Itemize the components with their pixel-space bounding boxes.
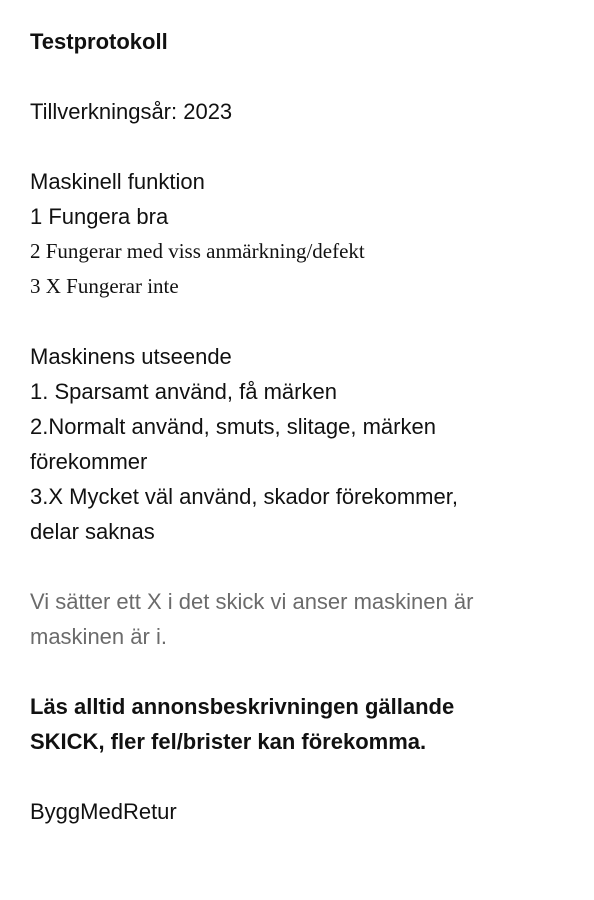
function-heading: Maskinell funktion [30, 169, 205, 194]
appearance-line: 3.X Mycket väl använd, skador förekommer, [30, 484, 458, 509]
function-item: 1 Fungera bra [30, 204, 169, 229]
spacer [30, 549, 570, 584]
appearance-heading: Maskinens utseende [30, 344, 232, 369]
note-line: Vi sätter ett X i det skick vi anser maskinen är [30, 589, 474, 614]
manufacture-year: Tillverkningsår: 2023 [30, 99, 233, 124]
spacer [30, 59, 570, 94]
spacer [30, 304, 570, 339]
appearance-line: 1. Sparsamt använd, få märken [30, 379, 337, 404]
signature: ByggMedRetur [30, 799, 177, 824]
warning-line: SKICK, fler fel/brister kan förekomma. [30, 729, 427, 754]
appearance-line: 2.Normalt använd, smuts, slitage, märken [30, 414, 436, 439]
document-title: Testprotokoll [30, 29, 168, 54]
function-item: 3 X Fungerar inte [30, 274, 179, 298]
function-item: 2 Fungerar med viss anmärkning/defekt [30, 239, 365, 263]
document-body [30, 24, 570, 829]
spacer [30, 654, 570, 689]
appearance-line: förekommer [30, 449, 148, 474]
note-line: maskinen är i. [30, 624, 167, 649]
warning-line: Läs alltid annonsbeskrivningen gällande [30, 694, 455, 719]
spacer [30, 759, 570, 794]
spacer [30, 129, 570, 164]
appearance-line: delar saknas [30, 519, 155, 544]
